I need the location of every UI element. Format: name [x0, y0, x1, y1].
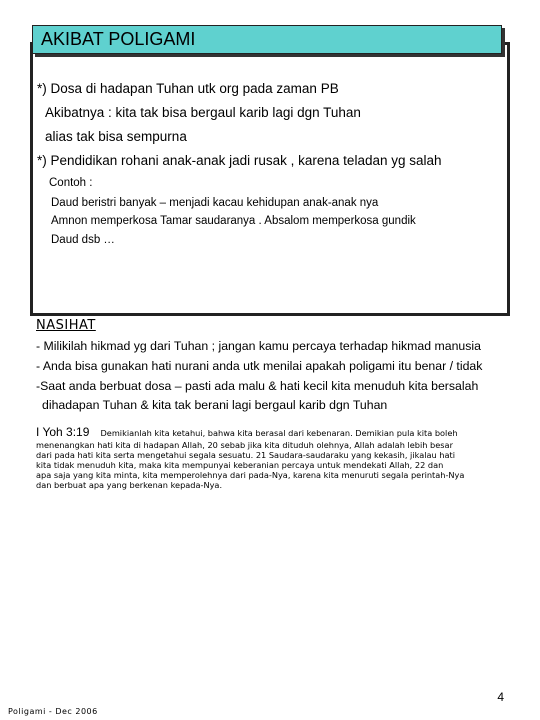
- verse-text-4: kita tidak menuduh kita, maka kita mempunyai keberanian percaya untuk mendekati Allah, 22 dan: [36, 460, 444, 470]
- nasihat-section: [36, 318, 520, 412]
- content-inner: [37, 81, 507, 248]
- point-dosa: *) Dosa di hadapan Tuhan utk org pada zaman PB: [37, 81, 339, 96]
- nasihat-line-2: - Anda bisa gunakan hati nurani anda utk menilai apakah poligami itu benar / tidak: [36, 359, 483, 373]
- footer-text: Poligami - Dec 2006: [8, 707, 98, 716]
- content-box: [30, 42, 510, 316]
- point-dosa-sub-2: alias tak bisa sempurna: [45, 129, 187, 145]
- nasihat-line-3: -Saat anda berbuat dosa – pasti ada malu & hati kecil kita menuduh kita bersalah: [36, 379, 479, 393]
- verse-text-3: dari pada hati kita serta mengetahui segala sesuatu. 21 Saudara-saudaraku yang kekasih, jikalau hati: [36, 450, 455, 460]
- verse-text-5: apa saja yang kita minta, kita memperolehnya dari pada-Nya, karena kita menuruti segala perintah-Nya: [36, 470, 465, 480]
- verse-text-2: menenangkan hati kita di hadapan Allah, 20 sebab jika kita dituduh olehnya, Allah adalah lebih besar: [36, 440, 453, 450]
- nasihat-line-4: dihadapan Tuhan & kita tak berani lagi bergaul karib dgn Tuhan: [42, 398, 388, 412]
- contoh-item-3: Daud dsb …: [51, 234, 115, 247]
- verse-text-1: Demikianlah kita ketahui, bahwa kita berasal dari kebenaran. Demikian pula kita boleh: [100, 428, 458, 438]
- point-pendidikan: *) Pendidikan rohani anak-anak jadi rusak , karena teladan yg salah: [37, 152, 442, 168]
- page-title: AKIBAT POLIGAMI: [32, 25, 502, 54]
- nasihat-line-1: - Milikilah hikmad yg dari Tuhan ; jangan kamu percaya terhadap hikmad manusia: [36, 339, 481, 353]
- contoh-item-1: Daud beristri banyak – menjadi kacau kehidupan anak-anak nya: [51, 196, 379, 209]
- verse-first-line: [36, 421, 516, 440]
- verse-reference: I Yoh 3:19: [36, 425, 90, 439]
- contoh-label: Contoh :: [49, 176, 93, 189]
- nasihat-heading: NASIHAT: [36, 318, 96, 333]
- page-number: 4: [497, 690, 504, 704]
- point-dosa-sub-1: Akibatnya : kita tak bisa bergaul karib lagi dgn Tuhan: [45, 105, 361, 121]
- verse-text-6: dan berbuat apa yang berkenan kepada-Nya.: [36, 480, 223, 490]
- contoh-item-2: Amnon memperkosa Tamar saudaranya . Absalom memperkosa gundik: [51, 215, 416, 228]
- verse-block: [36, 421, 516, 490]
